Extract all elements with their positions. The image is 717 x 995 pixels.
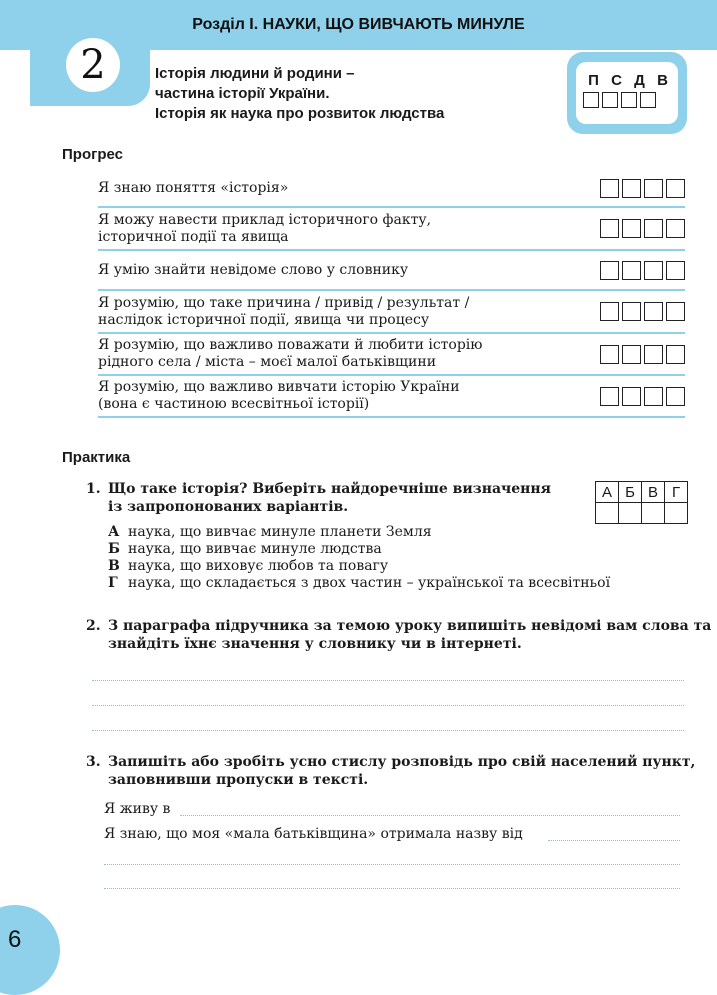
progress-checkbox[interactable] [600, 261, 619, 280]
answer-line[interactable] [104, 864, 680, 865]
lesson-title-line: Історія людини й родини – [155, 65, 355, 82]
progress-item-text [98, 337, 482, 371]
progress-item [98, 208, 685, 251]
task-line: заповнивши пропуски в тексті. [108, 772, 369, 788]
psdv-checkbox[interactable] [583, 92, 599, 108]
task-1-prompt [86, 480, 566, 516]
answer-letter: Б [619, 482, 642, 503]
option [108, 575, 610, 592]
answer-line[interactable] [104, 888, 680, 889]
progress-item [98, 376, 685, 418]
option [108, 558, 610, 575]
option-text: наука, що виховує любов та повагу [128, 558, 389, 574]
progress-item [98, 334, 685, 376]
progress-item-line: (вона є частиною всесвітньої історії) [98, 396, 370, 412]
task-number: 1. [86, 481, 101, 497]
progress-checkbox[interactable] [666, 387, 685, 406]
answer-letter: Г [665, 482, 688, 503]
option-text: наука, що вивчає минуле планети Земля [128, 524, 432, 540]
progress-checkbox[interactable] [666, 302, 685, 321]
task-number: 2. [86, 618, 101, 634]
option-letter: Г [108, 575, 118, 591]
psdv-checkbox[interactable] [621, 92, 637, 108]
page-number: 6 [8, 926, 22, 953]
progress-item [98, 170, 685, 208]
progress-checkboxes [597, 345, 685, 364]
progress-item-line: наслідок історичної події, явища чи процесу [98, 311, 430, 328]
progress-checkbox[interactable] [644, 219, 663, 238]
task-2-prompt [86, 617, 712, 653]
answer-line[interactable] [92, 680, 684, 681]
answer-line[interactable] [92, 730, 684, 731]
progress-checkbox[interactable] [666, 345, 685, 364]
progress-checkbox[interactable] [644, 387, 663, 406]
answer-grid [595, 481, 688, 524]
lesson-title [155, 64, 555, 124]
answer-cell[interactable] [642, 503, 665, 524]
practice-heading: Практика [62, 449, 131, 466]
psdv-letter: П [588, 72, 599, 89]
task-line: Що таке історія? Виберіть найдоречніше визначення [108, 481, 552, 497]
option [108, 524, 610, 541]
progress-checkbox[interactable] [622, 219, 641, 238]
progress-item [98, 251, 685, 291]
psdv-checkbox[interactable] [602, 92, 618, 108]
section-title: Розділ І. НАУКИ, ЩО ВИВЧАЮТЬ МИНУЛЕ [192, 16, 525, 33]
progress-checkboxes [597, 179, 685, 198]
progress-item-line: Я розумію, що таке причина / привід / результат / [98, 294, 470, 311]
fill-prompt-2: Я знаю, що моя «мала батьківщина» отримала назву від [104, 826, 523, 842]
progress-item-text [98, 379, 460, 413]
task-line: З параграфа підручника за темою уроку випишіть невідомі вам слова та [108, 618, 712, 634]
progress-checkbox[interactable] [666, 219, 685, 238]
progress-item-text [98, 262, 408, 279]
progress-checkbox[interactable] [622, 345, 641, 364]
progress-checkboxes [597, 302, 685, 321]
option-text: наука, що складається з двох частин – української та всесвітньої [128, 575, 611, 591]
option-text: наука, що вивчає минуле людства [128, 541, 382, 557]
lesson-number: 2 [66, 38, 120, 92]
answer-cell[interactable] [665, 503, 688, 524]
answer-letter: А [596, 482, 619, 503]
lesson-title-line: частина історії України. [155, 85, 330, 102]
progress-checkbox[interactable] [666, 179, 685, 198]
progress-checkbox[interactable] [622, 179, 641, 198]
progress-checkbox[interactable] [600, 387, 619, 406]
progress-item-line: Я знаю поняття «історія» [98, 179, 289, 196]
fill-line-1[interactable] [180, 815, 680, 816]
task-3-prompt [86, 753, 696, 789]
progress-checkbox[interactable] [666, 261, 685, 280]
progress-item [98, 291, 685, 334]
option [108, 541, 610, 558]
task-line: знайдіть їхнє значення у словнику чи в інтернеті. [108, 636, 522, 652]
fill-prompt-1: Я живу в [104, 801, 171, 817]
progress-item-line: історичної події та явища [98, 228, 289, 245]
progress-checkboxes [597, 261, 685, 280]
fill-line-2[interactable] [548, 840, 680, 841]
progress-checkbox[interactable] [644, 261, 663, 280]
progress-checkbox[interactable] [600, 179, 619, 198]
psdv-letter: Д [634, 72, 645, 89]
answer-line[interactable] [92, 705, 684, 706]
progress-item-line: рідного села / міста – моєї малої батьківщини [98, 354, 437, 370]
lesson-title-line: Історія як наука про розвиток людства [155, 105, 445, 122]
progress-heading: Прогрес [62, 146, 124, 163]
answer-cell[interactable] [596, 503, 619, 524]
progress-checkbox[interactable] [644, 179, 663, 198]
progress-checkbox[interactable] [622, 387, 641, 406]
psdv-checkbox[interactable] [640, 92, 656, 108]
progress-item-text [98, 180, 288, 197]
progress-checkbox[interactable] [622, 302, 641, 321]
task-line: Запишіть або зробіть усно стислу розповідь про свій населений пункт, [108, 754, 696, 770]
psdv-checkboxes [583, 92, 659, 108]
progress-item-text [98, 212, 431, 246]
progress-checkbox[interactable] [622, 261, 641, 280]
progress-item-text [98, 295, 469, 329]
progress-checkbox[interactable] [644, 302, 663, 321]
answer-cell[interactable] [619, 503, 642, 524]
progress-checkboxes [597, 219, 685, 238]
progress-checkbox[interactable] [600, 302, 619, 321]
progress-checkbox[interactable] [644, 345, 663, 364]
progress-checkbox[interactable] [600, 219, 619, 238]
psdv-letter: С [611, 72, 622, 89]
progress-item-line: Я розумію, що важливо поважати й любити історію [98, 337, 483, 353]
psdv-letter: В [657, 72, 668, 89]
progress-item-line: Я можу навести приклад історичного факту, [98, 211, 432, 228]
progress-item-line: Я умію знайти невідоме слово у словнику [98, 261, 409, 278]
answer-letter: В [642, 482, 665, 503]
task-line: із запропонованих варіантів. [108, 499, 349, 515]
progress-item-line: Я розумію, що важливо вивчати історію України [98, 379, 460, 395]
task-1-options [108, 524, 610, 592]
option-letter: В [108, 558, 120, 574]
psdv-letters [582, 72, 674, 89]
progress-checkboxes [597, 387, 685, 406]
option-letter: Б [108, 541, 120, 557]
option-letter: А [108, 524, 120, 540]
progress-checkbox[interactable] [600, 345, 619, 364]
task-number: 3. [86, 754, 101, 770]
